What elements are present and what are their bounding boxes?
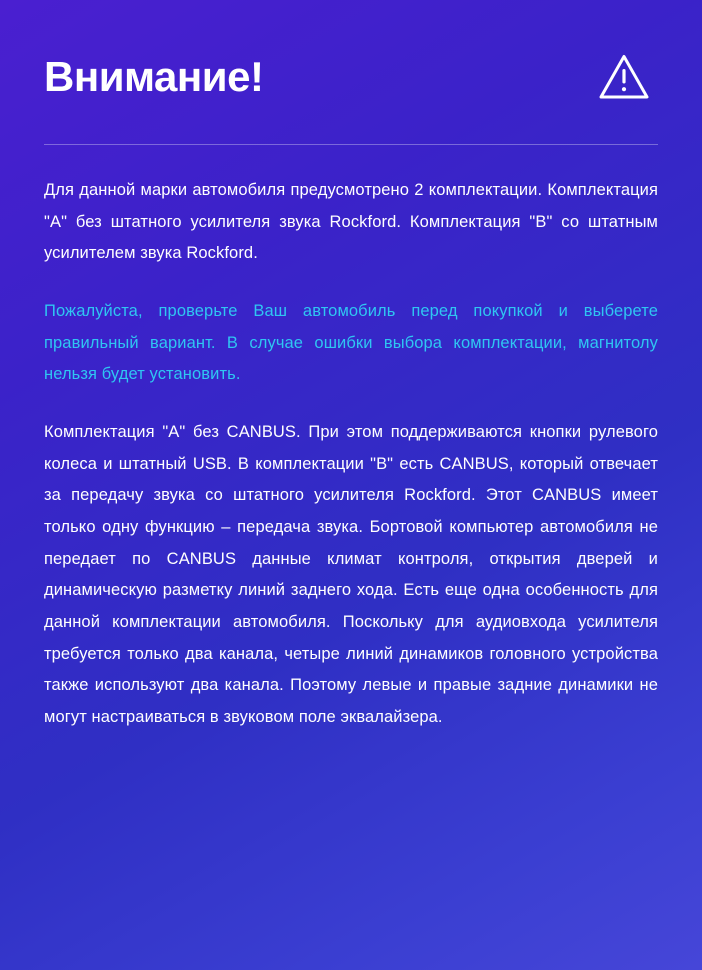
paragraph-intro: Для данной марки автомобиля предусмотрено 2 комплектации. Комплектация "A" без штатного усилителя звука Rockford. Комплектация "B" со штатным усилителем звука Rockford. <box>44 181 658 263</box>
page-title: Внимание! <box>44 52 264 100</box>
warning-triangle-icon <box>598 52 650 102</box>
paragraph-warning: Пожалуйста, проверьте Ваш автомобиль перед покупкой и выберете правильный вариант. В случае ошибки выбора комплектации, магнитолу нельзя будет установить. <box>44 302 658 384</box>
notice-body <box>44 145 658 734</box>
paragraph-details: Комплектация "A" без CANBUS. При этом поддерживаются кнопки рулевого колеса и штатный USB. В комплектации "B" есть CANBUS, который отвечает за передачу звука со штатного усилителя Rockford. Этот CANBUS имеет только одну функцию – передача звука. Бортовой компьютер автомобиля не передает по CANBUS данные климат контроля, открытия дверей и динамическую разметку линий заднего хода. Есть еще одна особенность для данной комплектации автомобиля. Поскольку для аудиовхода усилителя требуется только два канала, четыре линий динамиков головного устройства также используют два канала. Поэтому левые и правые задние динамики не могут настраиваться в звуковом поле эквалайзера. <box>44 423 658 727</box>
page-header <box>44 44 658 102</box>
